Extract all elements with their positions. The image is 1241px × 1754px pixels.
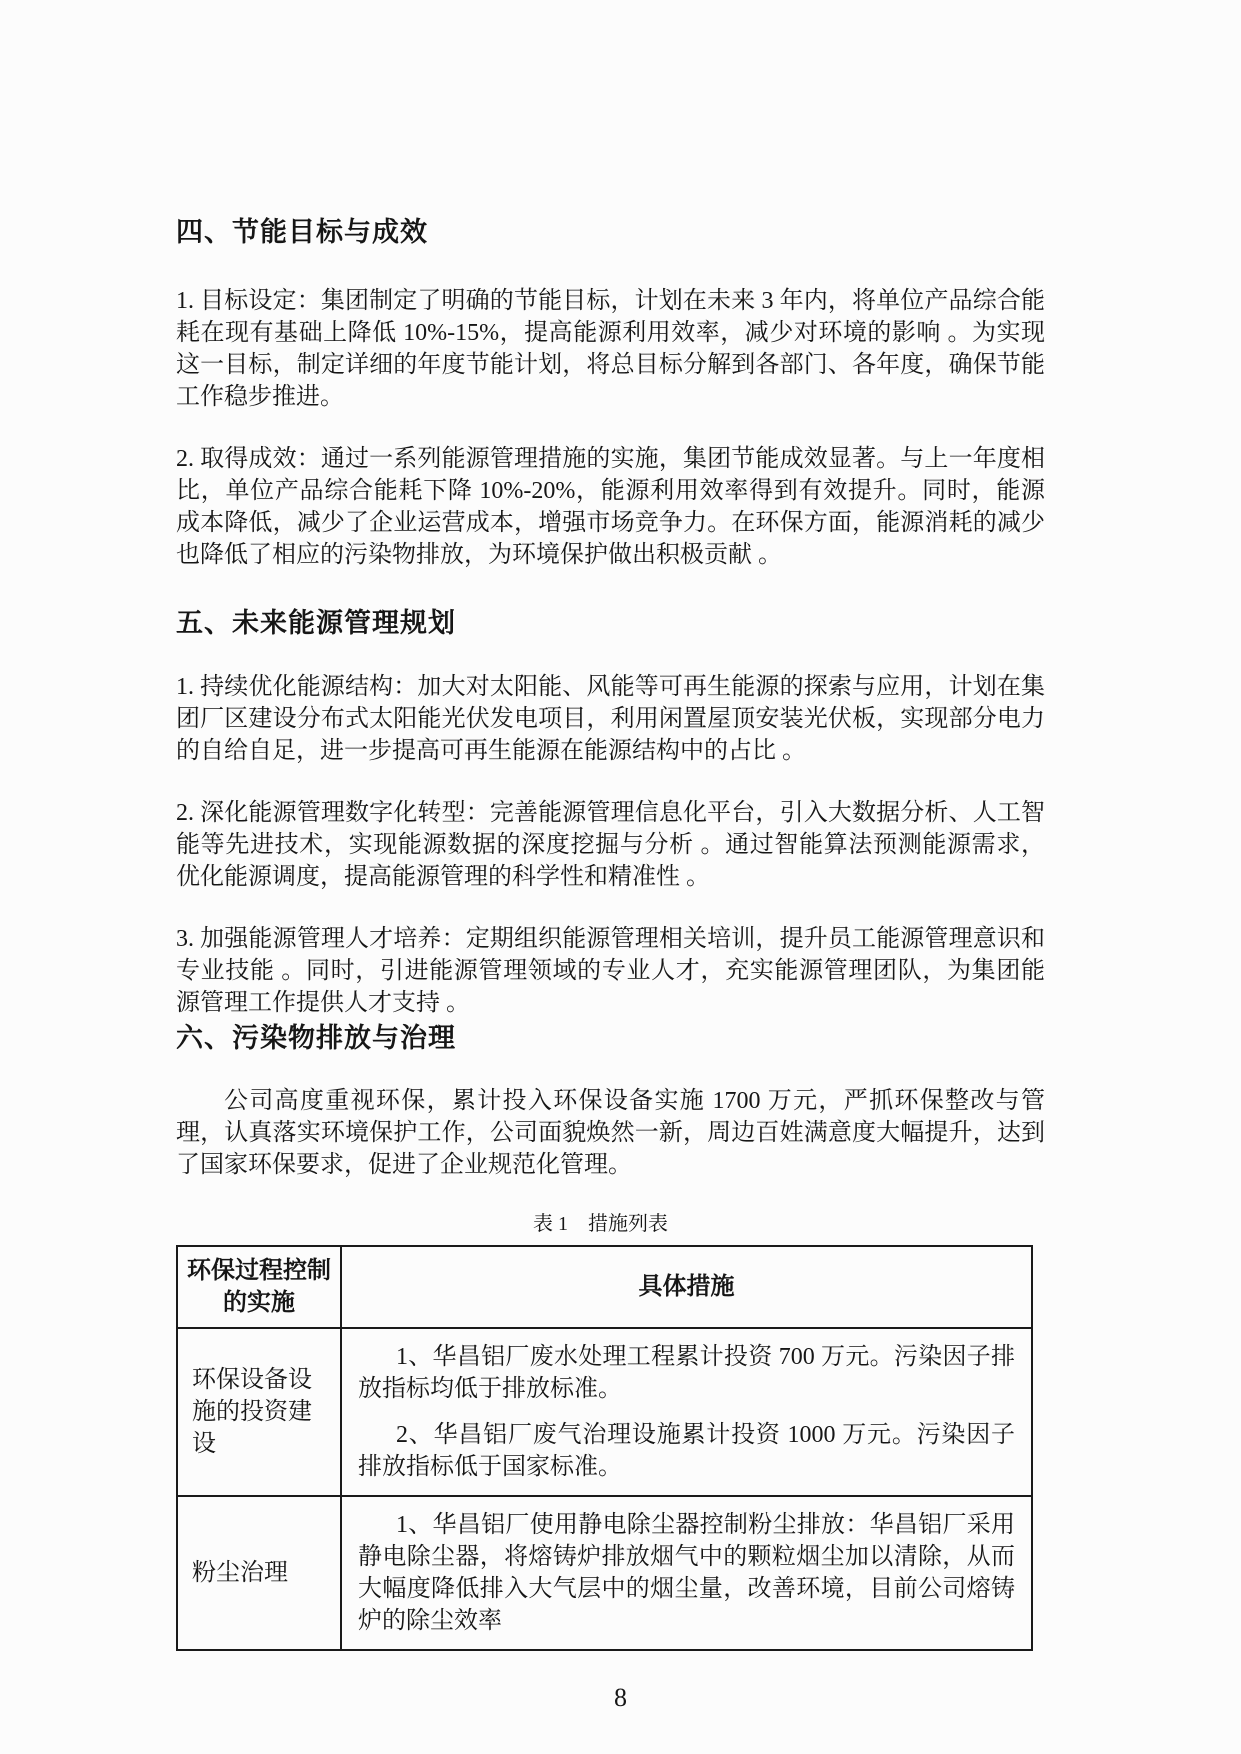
paragraph: 1. 持续优化能源结构：加大对太阳能、风能等可再生能源的探索与应用，计划在集团厂区建设分布式太阳能光伏发电项目，利用闲置屋顶安装光伏板，实现部分电力的自给自足，进一步提高可再生能源在能源结构中的占比 。	[176, 674, 1045, 764]
section-heading: 五、未来能源管理规划	[176, 608, 456, 638]
measures-cell	[341, 1496, 1032, 1650]
paragraph: 公司高度重视环保，累计投入环保设备实施 1700 万元，严抓环保整改与管理，认真落实环境保护工作，公司面貌焕然一新，周边百姓满意度大幅提升，达到了国家环保要求，促进了企业规范化管理。	[176, 1088, 1045, 1178]
section-pollution-control	[176, 1023, 1045, 1181]
table-row	[177, 1328, 1032, 1496]
section-heading: 六、污染物排放与治理	[176, 1023, 456, 1053]
table-header-row	[177, 1246, 1032, 1328]
measure-paragraph: 1、华昌铝厂废水处理工程累计投资 700 万元。污染因子排放指标均低于排放标准。	[358, 1344, 1015, 1402]
measures-table	[176, 1245, 1033, 1651]
paragraph: 2. 取得成效：通过一系列能源管理措施的实施，集团节能成效显著。与上一年度相比，单位产品综合能耗下降 10%-20%，能源利用效率得到有效提升。同时，能源成本降低，减少了企业运营成本，增强市场竞争力。在环保方面，能源消耗的减少也降低了相应的污染物排放，为环境保护做出积极贡献 。	[176, 446, 1045, 568]
section-heading: 四、节能目标与成效	[176, 217, 428, 247]
page-number: 8	[614, 1683, 627, 1712]
header-cell-control: 环保过程控制的实施	[177, 1246, 341, 1328]
measure-paragraph: 2、华昌铝厂废气治理设施累计投资 1000 万元。污染因子排放指标低于国家标准。	[358, 1422, 1015, 1480]
paragraph: 1. 目标设定：集团制定了明确的节能目标，计划在未来 3 年内，将单位产品综合能耗在现有基础上降低 10%-15%，提高能源利用效率，减少对环境的影响 。为实现这一目标，制定详细的年度节能计划，将总目标分解到各部门、各年度，确保节能工作稳步推进。	[176, 288, 1045, 410]
table-caption: 表 1 措施列表	[533, 1213, 668, 1235]
measures-cell	[341, 1328, 1032, 1496]
measure-paragraph: 1、华昌铝厂使用静电除尘器控制粉尘排放：华昌铝厂采用静电除尘器，将熔铸炉排放烟气中的颗粒烟尘加以清除，从而大幅度降低排入大气层中的烟尘量，改善环境，目前公司熔铸炉的除尘效率	[358, 1512, 1015, 1634]
table-row	[177, 1496, 1032, 1650]
category-cell: 环保设备设施的投资建设	[177, 1328, 341, 1496]
paragraph: 3. 加强能源管理人才培养：定期组织能源管理相关培训，提升员工能源管理意识和专业技能 。同时，引进能源管理领域的专业人才，充实能源管理团队，为集团能源管理工作提供人才支持 。	[176, 926, 1045, 1016]
section-energy-goals	[176, 217, 1045, 571]
section-future-planning	[176, 608, 1045, 1019]
paragraph: 2. 深化能源管理数字化转型：完善能源管理信息化平台，引入大数据分析、人工智能等先进技术，实现能源数据的深度挖掘与分析 。通过智能算法预测能源需求，优化能源调度，提高能源管理的科学性和精准性 。	[176, 800, 1045, 890]
category-cell: 粉尘治理	[177, 1496, 341, 1650]
header-cell-measures: 具体措施	[341, 1246, 1032, 1328]
